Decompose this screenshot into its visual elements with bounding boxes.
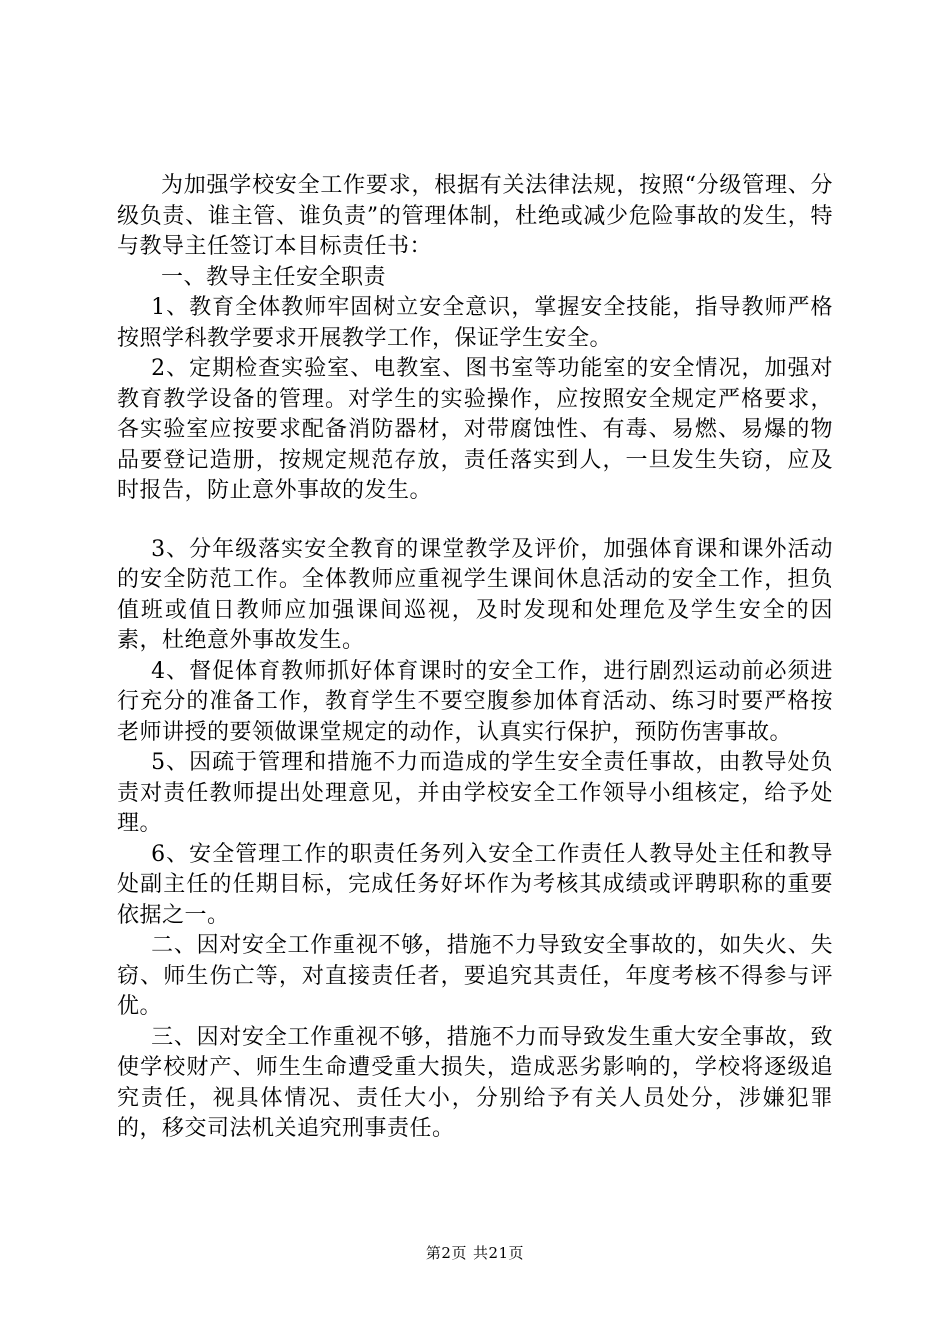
document-body — [117, 171, 833, 1145]
page-number: 第2页 — [425, 1244, 467, 1262]
section-3-paragraph: 三、因对安全工作重视不够，措施不力而导致发生重大安全事故，致使学校财产、师生生命遭受重大损失，造成恶劣影响的，学校将逐级追究责任，视具体情况、责任大小，分别给予有关人员处分，涉嫌犯罪的，移交司法机关追究刑事责任。 — [117, 1024, 833, 1141]
clause-6-paragraph: 6、安全管理工作的职责任务列入安全工作责任人教导处主任和教导处副主任的任期目标，完成任务好坏作为考核其成绩或评聘职称的重要依据之一。 — [117, 841, 833, 928]
clause-1-paragraph: 1、教育全体教师牢固树立安全意识，掌握安全技能，指导教师严格按照学科教学要求开展教学工作，保证学生安全。 — [117, 295, 833, 351]
section-heading-1: 一、教导主任安全职责 — [161, 264, 387, 290]
paragraph-gap — [117, 507, 833, 535]
clause-5-paragraph: 5、因疏于管理和措施不力而造成的学生安全责任事故，由教导处负责对责任教师提出处理意见，并由学校安全工作领导小组核定，给予处理。 — [117, 750, 833, 836]
page-footer — [0, 1242, 950, 1263]
clause-4-paragraph: 4、督促体育教师抓好体育课时的安全工作，进行剧烈运动前必须进行充分的准备工作，教育学生不要空腹参加体育活动、练习时要严格按老师讲授的要领做课堂规定的动作，认真实行保护，预防伤害事故。 — [117, 658, 833, 745]
clause-2-paragraph: 2、定期检查实验室、电教室、图书室等功能室的安全情况，加强对教育教学设备的管理。对学生的实验操作，应按照安全规定严格要求，各实验室应按要求配备消防器材，对带腐蚀性、有毒、易燃、易爆的物品要登记造册，按规定规范存放，责任落实到人，一旦发生失窃，应及时报告，防止意外事故的发生。 — [117, 356, 833, 503]
clause-3-paragraph: 3、分年级落实安全教育的课堂教学及评价，加强体育课和课外活动的安全防范工作。全体教师应重视学生课间休息活动的安全工作，担负值班或值日教师应加强课间巡视，及时发现和处理危及学生安全的因素，杜绝意外事故发生。 — [117, 536, 833, 653]
page-total: 共21页 — [472, 1244, 525, 1262]
section-2-paragraph: 二、因对安全工作重视不够，措施不力导致安全事故的，如失火、失窃、师生伤亡等，对直接责任者，要追究其责任，年度考核不得参与评优。 — [117, 933, 833, 1019]
intro-paragraph: 为加强学校安全工作要求，根据有关法律法规，按照“分级管理、分级负责、谁主管、谁负责”的管理体制，杜绝或减少危险事故的发生，特与教导主任签订本目标责任书： — [117, 173, 833, 259]
